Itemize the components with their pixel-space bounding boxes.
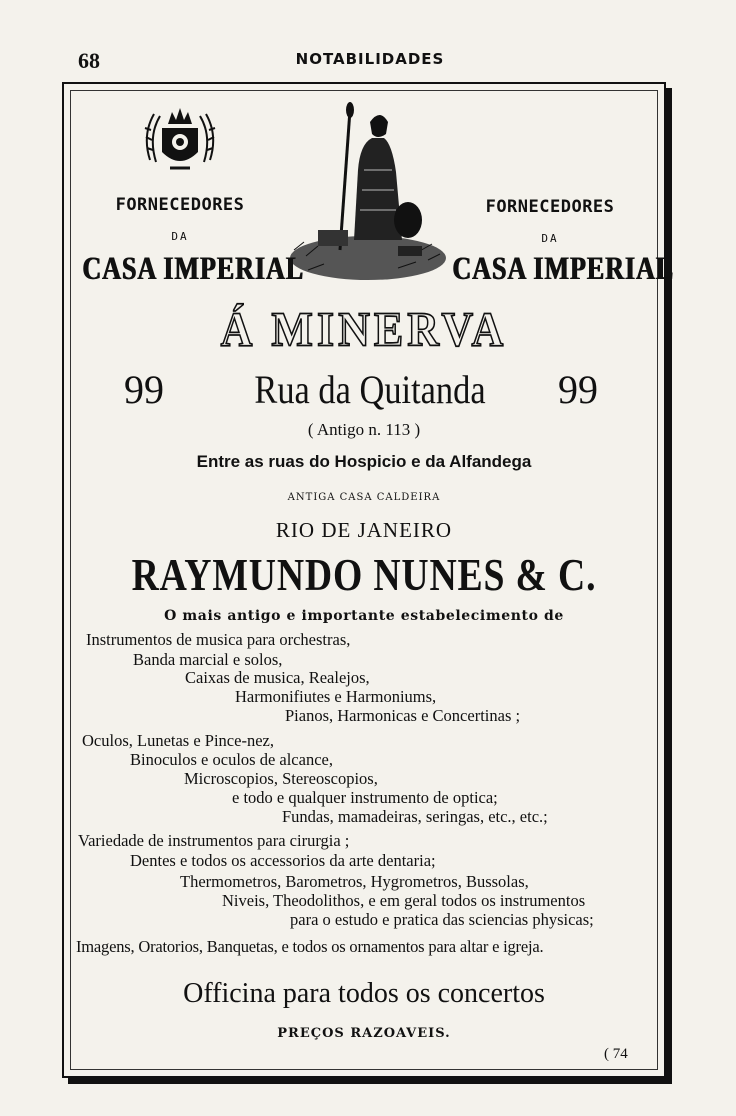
list-item: Harmonifiutes e Harmoniums, (235, 687, 437, 706)
officina-line: Officina para todos os concertos (183, 978, 545, 1009)
imperial-coat-of-arms-icon (140, 100, 220, 178)
da-right: DA (541, 232, 559, 245)
fornecedores-right: FORNECEDORES (485, 197, 615, 217)
minerva-figure-icon (288, 100, 448, 280)
list-item: Instrumentos de musica para orchestras, (86, 630, 351, 649)
page-number: 68 (78, 48, 100, 73)
list-item: Oculos, Lunetas e Pince-nez, (82, 731, 274, 750)
running-title: NOTABILIDADES (295, 50, 445, 68)
casa-imperial-left: CASA IMPERIAL (82, 250, 304, 287)
former-house: ANTIGA CASA CALDEIRA (287, 492, 441, 503)
list-item: Niveis, Theodolithos, e em geral todos os instrumentos (222, 891, 586, 910)
list-item: Pianos, Harmonicas e Concertinas ; (285, 706, 521, 725)
casa-imperial-right: CASA IMPERIAL (452, 250, 674, 287)
street-number-right: 99 (558, 367, 598, 412)
list-item: Banda marcial e solos, (133, 650, 283, 669)
fornecedores-left: FORNECEDORES (115, 195, 245, 215)
list-item: Microscopios, Stereoscopios, (184, 769, 378, 788)
street-number-left: 99 (124, 367, 164, 412)
footer-mark: ( 74 (604, 1046, 628, 1062)
list-item: Dentes e todos os accessorios da arte dentaria; (130, 851, 436, 870)
da-left: DA (171, 230, 189, 243)
street-name: Rua da Quitanda (254, 367, 486, 412)
list-item: e todo e qualquer instrumento de optica; (232, 788, 498, 807)
precos-line: PREÇOS RAZOAVEIS. (277, 1026, 451, 1041)
city: RIO DE JANEIRO (275, 518, 453, 542)
list-item: Thermometros, Barometros, Hygrometros, Bussolas, (180, 872, 529, 891)
slogan: O mais antigo e importante estabelecimento de (164, 608, 564, 624)
list-item: Fundas, mamadeiras, seringas, etc., etc.; (282, 807, 548, 826)
firm-name: RAYMUNDO NUNES & C. (131, 549, 597, 600)
shop-name: Á MINERVA (220, 302, 508, 357)
list-item: para o estudo e pratica das sciencias physicas; (290, 910, 594, 929)
list-item: Binoculos e oculos de alcance, (130, 750, 333, 769)
list-item: Caixas de musica, Realejos, (185, 668, 370, 687)
between-streets: Entre as ruas do Hospicio e da Alfandega (196, 452, 532, 471)
former-number: ( Antigo n. 113 ) (307, 420, 421, 439)
list-item: Variedade de instrumentos para cirurgia ; (78, 831, 350, 850)
list-item: Imagens, Oratorios, Banquetas, e todos os ornamentos para altar e igreja. (76, 937, 544, 956)
